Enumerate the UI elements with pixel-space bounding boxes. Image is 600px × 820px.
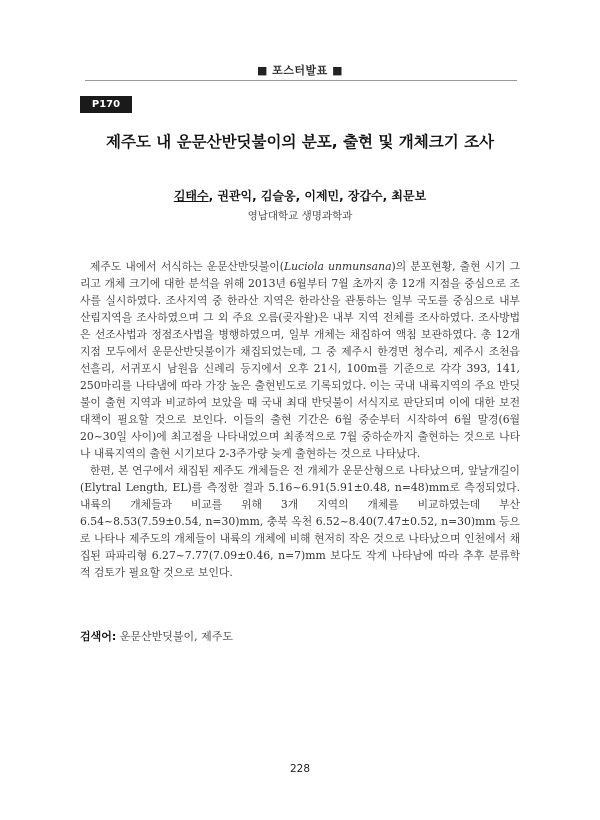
keywords-label: 검색어: — [80, 630, 117, 643]
co-authors: , 권관익, 김슬옹, 이제민, 장갑수, 최문보 — [208, 189, 427, 203]
keywords-value: 운문산반딧불이, 제주도 — [116, 630, 234, 643]
affiliation: 영남대학교 생명과학과 — [247, 210, 353, 222]
author-list — [0, 187, 600, 204]
page-number: 228 — [289, 763, 311, 775]
header-divider — [85, 80, 517, 81]
section-header: ■ 포스터발표 ■ — [256, 64, 344, 77]
paper-title: 제주도 내 운문산반딧불이의 분포, 출현 및 개체크기 조사 — [105, 133, 495, 151]
abstract-paragraph-2: 한편, 본 연구에서 채집된 제주도 개체들은 전 개체가 운문산형으로 나타났으며, 앞날개길이(Elytral Length, EL)를 측정한 결과 5.16~6.91(5.91±0.48, n=48)mm로 측정되었다. 내륙의 개체들과 비교를 위해 3개 지역의 개체를 비교하였는데 부산 6.54~8.53(7.59±0.54, n=30)mm, 충북 옥천 6.52~8.40(7.47±0.52, n=30)mm 등으로 나타나 제주도의 개체들이 내륙의 개체에 비해 현저히 작은 것으로 나타났으며 인천에서 채집된 파파리형 6.27~7.77(7.09±0.46, n=7)mm 보다도 작게 나타남에 따라 추후 분류학적 검토가 필요할 것으로 보인다. — [80, 464, 520, 579]
first-author: 김태수 — [173, 189, 209, 203]
abstract — [80, 258, 520, 581]
keywords — [80, 628, 520, 644]
abstract-paragraph-1: 제주도 내에서 서식하는 운문산반딧불이(Luciola unmunsana)의 분포현황, 출현 시기 그리고 개체 크기에 대한 분석을 위해 2013년 6월부터 7월 초까지 총 12개 지점을 중심으로 조사를 실시하였다. 조사지역 중 한라산 지역은 한라산을 관통하는 일부 국도를 중심으로 내부 산림지역을 조사하였으며 그 외 주요 오름(곶자왈)은 내부 지역 전체를 조사하였다. 조사방법은 선조사법과 정점조사법을 병행하였으며, 일부 개체는 채집하여 액침 보관하였다. 총 12개 지점 모두에서 운문산반딧불이가 채집되었는데, 그 중 제주시 한경면 청수리, 제주시 조천읍 선흘리, 서귀포시 남원읍 신례리 등지에서 오후 21시, 100m를 기준으로 각각 393, 141, 250마리를 나타냄에 따라 가장 높은 출현빈도로 기록되었다. 이는 국내 내륙지역의 주요 반딧불이 출현 지역과 비교하여 보았을 때 국내 최대 반딧불이 서식지로 판단되며 이에 대한 보전대책이 필요할 것으로 보인다. 이들의 출현 기간은 6월 중순부터 시작하여 6월 말경(6월 20~30일 사이)에 최고점을 나타내었으며 최종적으로 7월 중하순까지 출현하는 것으로 나타나 내륙지역의 출현 시기보다 2-3주가량 늦게 출현하는 것으로 나타났다. — [80, 260, 520, 460]
poster-id-badge: P170 — [80, 96, 132, 113]
species-name: Luciola unmunsana — [283, 260, 392, 273]
